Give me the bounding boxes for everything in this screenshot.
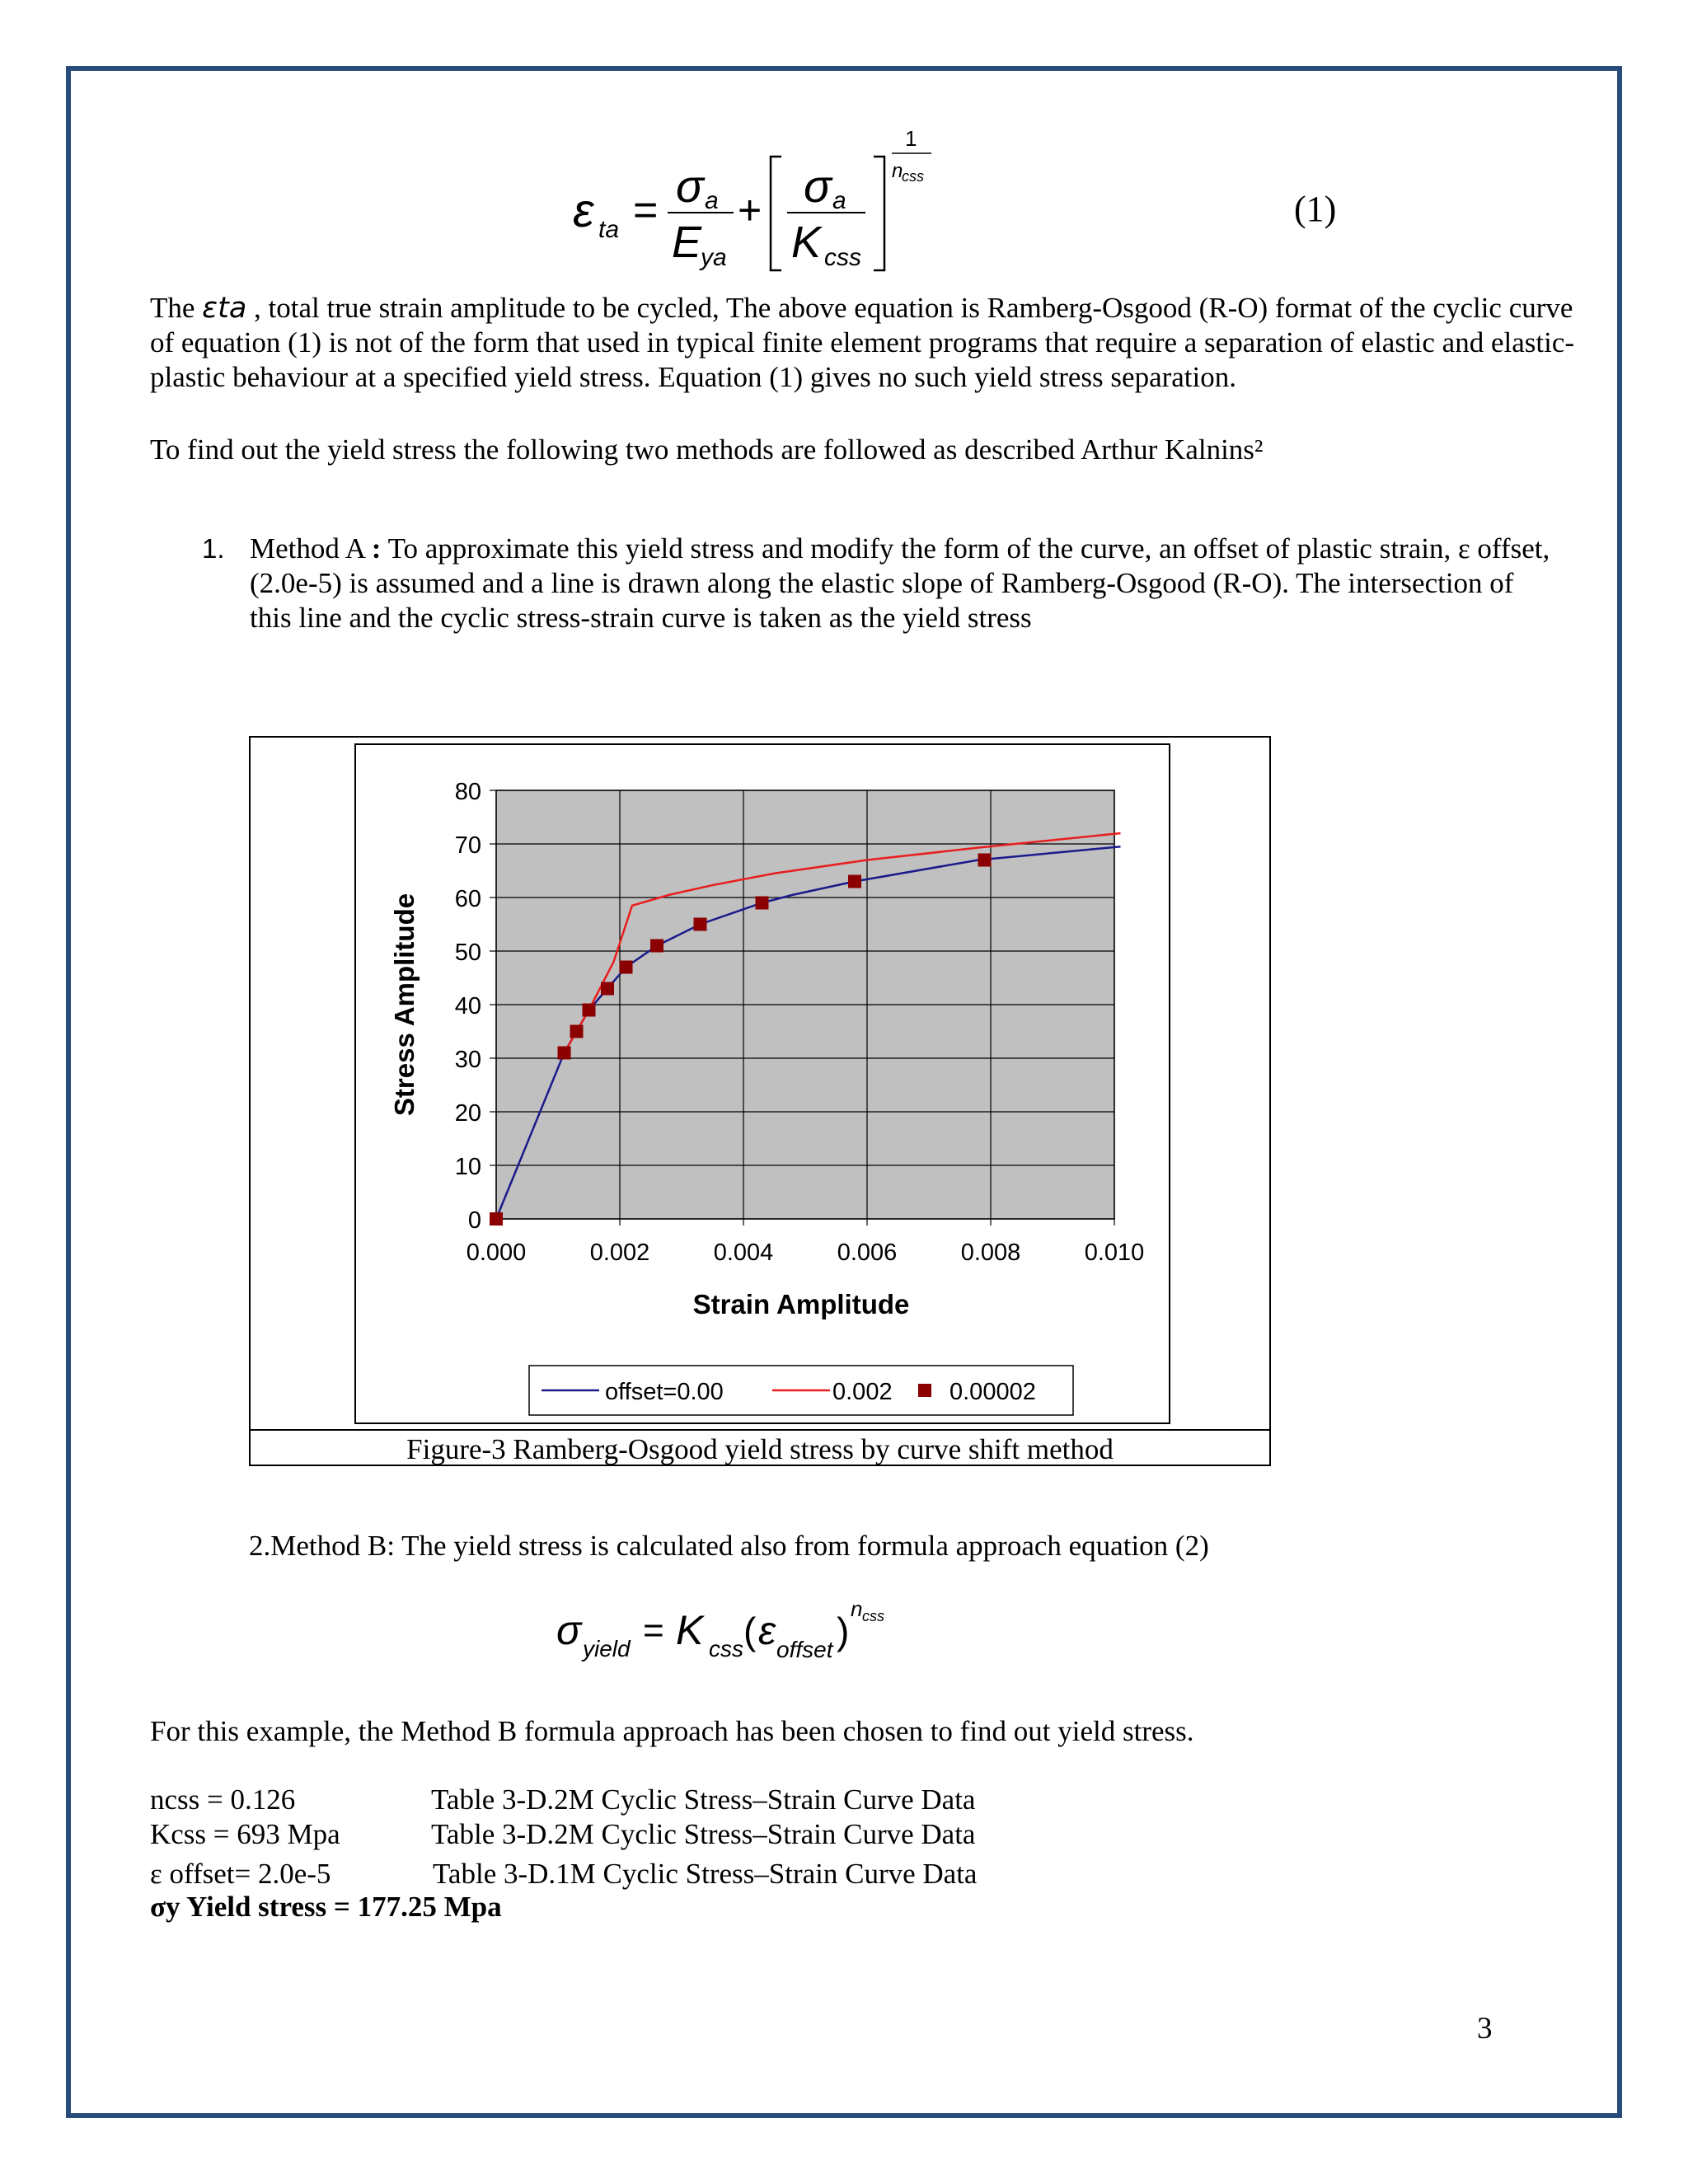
y-tick-label: 50 [454,940,481,966]
eq1-exp-den-sub: css [902,168,924,185]
paragraph-2: To find out the yield stress the following two methods are followed as described Arthur Kalnins² [150,434,1264,466]
param-ncss-label: ncss = 0.126 [150,1783,296,1816]
method-b-text: 2.Method B: The yield stress is calculated also from formula approach equation (2) [249,1530,1209,1562]
legend-label-1: 0.002 [832,1379,893,1405]
data-point-marker [848,875,861,888]
method-a-number: 1. [202,533,225,564]
param-offset-source: Table 3-D.1M Cyclic Stress–Strain Curve Data [433,1858,978,1890]
data-point-marker [601,982,614,996]
data-point-marker [620,961,633,974]
param-kcss-source: Table 3-D.2M Cyclic Stress–Strain Curve Data [431,1818,976,1850]
chart-area [354,743,1170,1424]
eq2-eps-sub: offset [776,1637,833,1662]
data-point-marker [558,1047,571,1060]
eq2-K-sub: css [709,1636,743,1661]
x-tick-label: 0.010 [1084,1240,1145,1266]
eq1-sigma-sub2: a [832,187,846,214]
method-a-text: To approximate this yield stress and modify the form of the curve, an offset of plastic strain, ε offset, (2.0e-5) is assumed and a line is drawn along the elastic slope of Ramberg-Osgood (R-O). The intersection of this line and the cyclic stress-strain curve is taken as the yield stress [250,532,1550,634]
x-tick-label: 0.008 [960,1240,1021,1266]
eq2-sigma: σ [556,1607,582,1653]
method-a-label: Method A [250,532,372,565]
data-point-marker [756,897,769,910]
y-tick-label: 10 [454,1154,481,1180]
x-tick-label: 0.002 [589,1240,650,1266]
paragraph-1: The εta , total true strain amplitude to be cycled, The above equation is Ramberg-Osgood (R-O) format of the cyclic curve of equation (1) is not of the form that used in typical finite element programs that require a separation of elastic and elastic-plastic behaviour at a specified yield stress. Equation (1) gives no such yield stress separation. [150,292,1575,393]
yield-stress-result: σy Yield stress = 177.25 Mpa [150,1891,502,1923]
y-tick-label: 80 [454,779,481,805]
eq1-K: K [791,218,822,267]
eq1-K-sub: css [824,244,861,271]
legend-marker [918,1384,931,1397]
y-tick-label: 0 [467,1207,481,1234]
y-tick-label: 30 [454,1047,481,1073]
y-tick-label: 40 [454,993,481,1019]
eq2-exp-sub: css [862,1608,884,1624]
data-point-marker [490,1212,503,1226]
x-tick-label: 0.004 [713,1240,774,1266]
eq1-sigma-num: σ [676,160,704,212]
param-kcss-label: Kcss = 693 Mpa [150,1818,340,1850]
legend-label-2: 0.00002 [950,1379,1036,1405]
param-offset-label: ε offset= 2.0e-5 [150,1858,331,1890]
legend-label-0: offset=0.00 [605,1379,724,1405]
eta-symbol: εta [202,292,247,325]
chart-svg [356,745,1169,1422]
eq1-E: E [672,218,702,267]
eq1-lhs-sub: ta [598,216,620,243]
eq2-eps: ε [758,1610,776,1653]
equation-2 [552,1595,898,1669]
eq2-sigma-sub: yield [583,1636,631,1661]
y-tick-label: 20 [454,1100,481,1127]
eq1-exp-den: n [892,160,903,182]
param-ncss-source: Table 3-D.2M Cyclic Stress–Strain Curve Data [431,1783,976,1816]
eq1-sigma-sub: a [705,187,719,214]
eq1-equals: = [633,186,659,234]
data-point-marker [650,940,663,953]
eq2-equals: = [643,1610,664,1651]
equation-1 [536,124,1360,280]
eq2-close: ) [837,1610,850,1652]
y-tick-label: 70 [454,832,481,859]
y-tick-label: 60 [454,886,481,912]
data-point-marker [978,854,992,867]
eq1-sigma-num2: σ [804,160,832,212]
x-axis-label: Strain Amplitude [692,1289,910,1319]
data-point-marker [694,918,707,931]
eq1-number: (1) [1294,189,1337,229]
data-point-marker [570,1025,584,1038]
x-tick-label: 0.000 [466,1240,527,1266]
paragraph-3: For this example, the Method B formula approach has been chosen to find out yield stress. [150,1715,1194,1747]
eq1-plus: + [738,187,762,233]
eq2-K: K [676,1607,704,1653]
y-axis-label: Stress Amplitude [389,893,420,1117]
page-number: 3 [1477,2012,1493,2046]
eq1-E-sub: ya [701,244,727,271]
data-point-marker [583,1004,596,1017]
figure-caption: Figure-3 Ramberg-Osgood yield stress by curve shift method [249,1429,1271,1466]
eq2-exp: n [851,1596,863,1621]
x-tick-label: 0.006 [837,1240,898,1266]
eq1-lhs-symbol: ε [573,184,594,237]
eq2-open: ( [743,1610,757,1652]
eq1-exp-num: 1 [905,126,917,151]
